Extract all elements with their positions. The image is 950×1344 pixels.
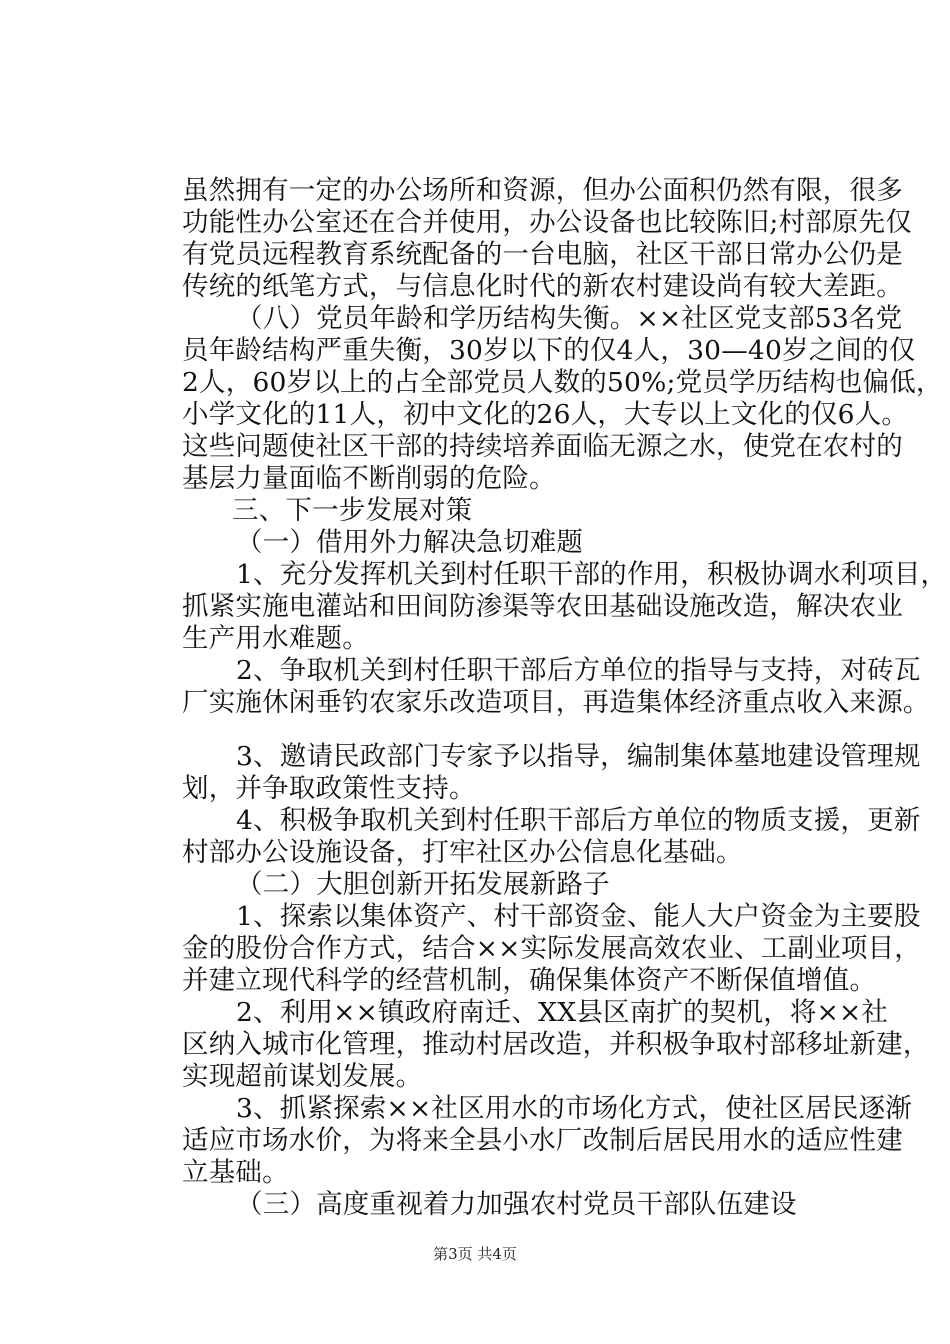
text-line: 厂实施休闲垂钓农家乐改造项目，再造集体经济重点收入来源。 xyxy=(182,687,930,718)
text-line: 抓紧实施电灌站和田间防渗渠等农田基础设施改造，解决农业 xyxy=(182,591,903,622)
text-line: 有党员远程教育系统配备的一台电脑，社区干部日常办公仍是 xyxy=(182,239,903,270)
text-line: 小学文化的11人，初中文化的26人，大专以上文化的仅6人。 xyxy=(182,399,909,430)
text-line: 金的股份合作方式，结合××实际发展高效农业、工副业项目， xyxy=(182,933,922,964)
text-line: 立基础。 xyxy=(182,1157,289,1188)
text-line: 2、利用××镇政府南迁、XX县区南扩的契机，将××社 xyxy=(236,997,889,1028)
page-footer: 第3页 共4页 xyxy=(433,1245,517,1263)
text-line: 4、积极争取机关到村任职干部后方单位的物质支援，更新 xyxy=(236,805,921,836)
section-heading: （二）大胆创新开拓发展新路子 xyxy=(236,869,610,900)
text-line: 3、邀请民政部门专家予以指导，编制集体墓地建设管理规 xyxy=(236,741,921,772)
text-line: 1、探索以集体资产、村干部资金、能人大户资金为主要股 xyxy=(236,901,921,932)
text-line: 1、充分发挥机关到村任职干部的作用，积极协调水利项目， xyxy=(236,559,948,590)
text-line: 虽然拥有一定的办公场所和资源，但办公面积仍然有限，很多 xyxy=(182,175,903,206)
text-line: 2人，60岁以上的占全部党员人数的50%;党员学历结构也偏低， xyxy=(182,367,943,398)
section-heading: （一）借用外力解决急切难题 xyxy=(236,527,584,558)
section-heading: （三）高度重视着力加强农村党员干部队伍建设 xyxy=(236,1189,797,1220)
text-line: 实现超前谋划发展。 xyxy=(182,1061,423,1092)
text-line: 传统的纸笔方式，与信息化时代的新农村建设尚有较大差距。 xyxy=(182,271,903,302)
text-line: 适应市场水价，为将来全县小水厂改制后居民用水的适应性建 xyxy=(182,1125,903,1156)
text-line: 并建立现代科学的经营机制，确保集体资产不断保值增值。 xyxy=(182,965,877,996)
text-line: 2、争取机关到村任职干部后方单位的指导与支持，对砖瓦 xyxy=(236,655,921,686)
section-heading: （八）党员年龄和学历结构失衡。××社区党支部53名党 xyxy=(236,303,903,334)
text-line: 员年龄结构严重失衡，30岁以下的仅4人，30—40岁之间的仅 xyxy=(182,335,916,366)
chapter-heading: 三、下一步发展对策 xyxy=(232,495,473,526)
text-line: 区纳入城市化管理，推动村居改造，并积极争取村部移址新建， xyxy=(182,1029,930,1060)
text-line: 这些问题使社区干部的持续培养面临无源之水，使党在农村的 xyxy=(182,431,903,462)
text-line: 村部办公设施设备，打牢社区办公信息化基础。 xyxy=(182,837,743,868)
text-line: 划，并争取政策性支持。 xyxy=(182,773,476,804)
text-line: 基层力量面临不断削弱的危险。 xyxy=(182,463,556,494)
text-line: 3、抓紧探索××社区用水的市场化方式，使社区居民逐渐 xyxy=(236,1093,912,1124)
text-line: 功能性办公室还在合并使用，办公设备也比较陈旧;村部原先仅 xyxy=(182,207,913,238)
text-line: 生产用水难题。 xyxy=(182,623,369,654)
